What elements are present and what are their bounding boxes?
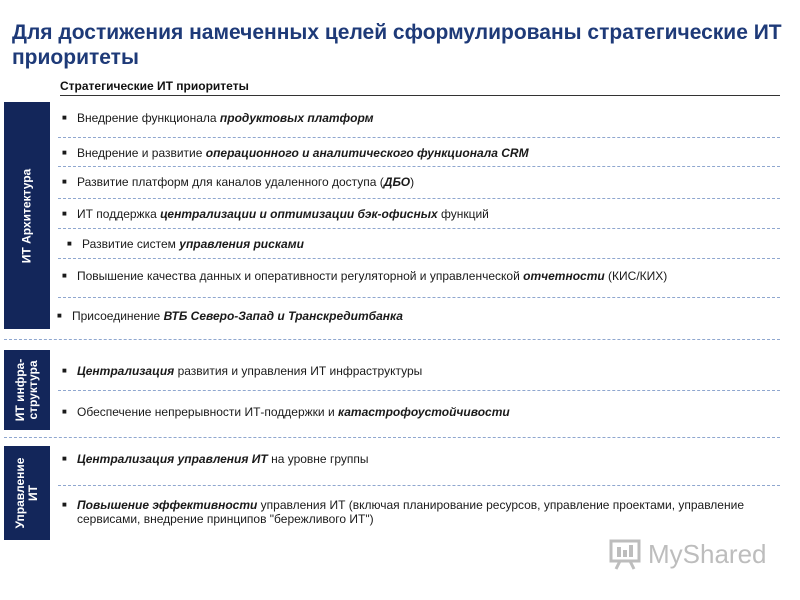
row-divider: [58, 137, 780, 138]
priority-item: [62, 498, 774, 526]
side-block-it-architecture: [4, 102, 50, 329]
priority-item: [62, 269, 772, 283]
bullet-square-icon: ■: [62, 500, 67, 509]
side-label-it-architecture: ИТ Архитектура: [19, 168, 34, 263]
group-separator: [4, 437, 780, 438]
section-header: Стратегические ИТ приоритеты: [60, 79, 780, 96]
side-block-it-management: [4, 446, 50, 540]
priority-item: [62, 405, 762, 419]
priority-item-text: Развитие систем управления рисками: [82, 237, 304, 251]
priority-item-text: ИТ поддержка централизации и оптимизации бэк-офисных функций: [77, 207, 489, 221]
bullet-square-icon: ■: [62, 113, 67, 122]
bullet-square-icon: ■: [62, 454, 67, 463]
row-divider: [58, 258, 780, 259]
page-title: Для достижения намеченных целей сформулированы стратегические ИТ приоритеты: [12, 21, 782, 69]
priority-item-text: Внедрение функционала продуктовых платформ: [77, 111, 374, 125]
priority-item-text: Присоединение ВТБ Северо-Запад и Транскредитбанка: [72, 309, 403, 323]
priority-item: [67, 237, 767, 251]
logo-text: MyShared: [648, 539, 767, 569]
side-label-it-infrastructure: ИТ инфра- структура: [13, 358, 40, 422]
bullet-square-icon: ■: [62, 148, 67, 157]
priority-item-text: Внедрение и развитие операционного и аналитического функционала CRM: [77, 146, 529, 160]
priority-item-text: Обеспечение непрерывности ИТ-поддержки и катастрофоустойчивости: [77, 405, 510, 419]
priority-item: [62, 175, 762, 189]
priority-item-text: Повышение эффективности управления ИТ (включая планирование ресурсов, управление проектами, управление сервисами, внедрение принципов "бережливого ИТ"): [77, 498, 744, 526]
bullet-square-icon: ■: [67, 239, 72, 248]
bullet-square-icon: ■: [62, 177, 67, 186]
side-block-it-infrastructure: [4, 350, 50, 430]
row-divider: [58, 198, 780, 199]
bullet-square-icon: ■: [62, 366, 67, 375]
row-divider: [58, 166, 780, 167]
bullet-square-icon: ■: [62, 271, 67, 280]
row-divider: [58, 228, 780, 229]
priority-item: [62, 146, 762, 160]
priority-item: [62, 452, 762, 466]
priority-item-text: Централизация развития и управления ИТ инфраструктуры: [77, 364, 423, 378]
priority-item-text: Повышение качества данных и оперативности регуляторной и управленческой отчетности (КИС/КИХ): [77, 269, 668, 283]
priority-item: [62, 207, 762, 221]
presentation-board-icon: [608, 537, 642, 571]
bullet-square-icon: ■: [62, 209, 67, 218]
priority-item: [62, 364, 762, 378]
bullet-square-icon: ■: [62, 407, 67, 416]
priority-item: [57, 309, 767, 323]
myshared-logo: [608, 537, 768, 573]
group-separator: [4, 339, 780, 340]
priority-item: [62, 111, 762, 125]
bullet-square-icon: ■: [57, 311, 62, 320]
row-divider: [58, 485, 780, 486]
side-label-it-management: Управление ИТ: [13, 457, 40, 529]
row-divider: [58, 297, 780, 298]
row-divider: [58, 390, 780, 391]
priority-item-text: Развитие платформ для каналов удаленного доступа (ДБО): [77, 175, 415, 189]
priority-item-text: Централизация управления ИТ на уровне группы: [77, 452, 369, 466]
